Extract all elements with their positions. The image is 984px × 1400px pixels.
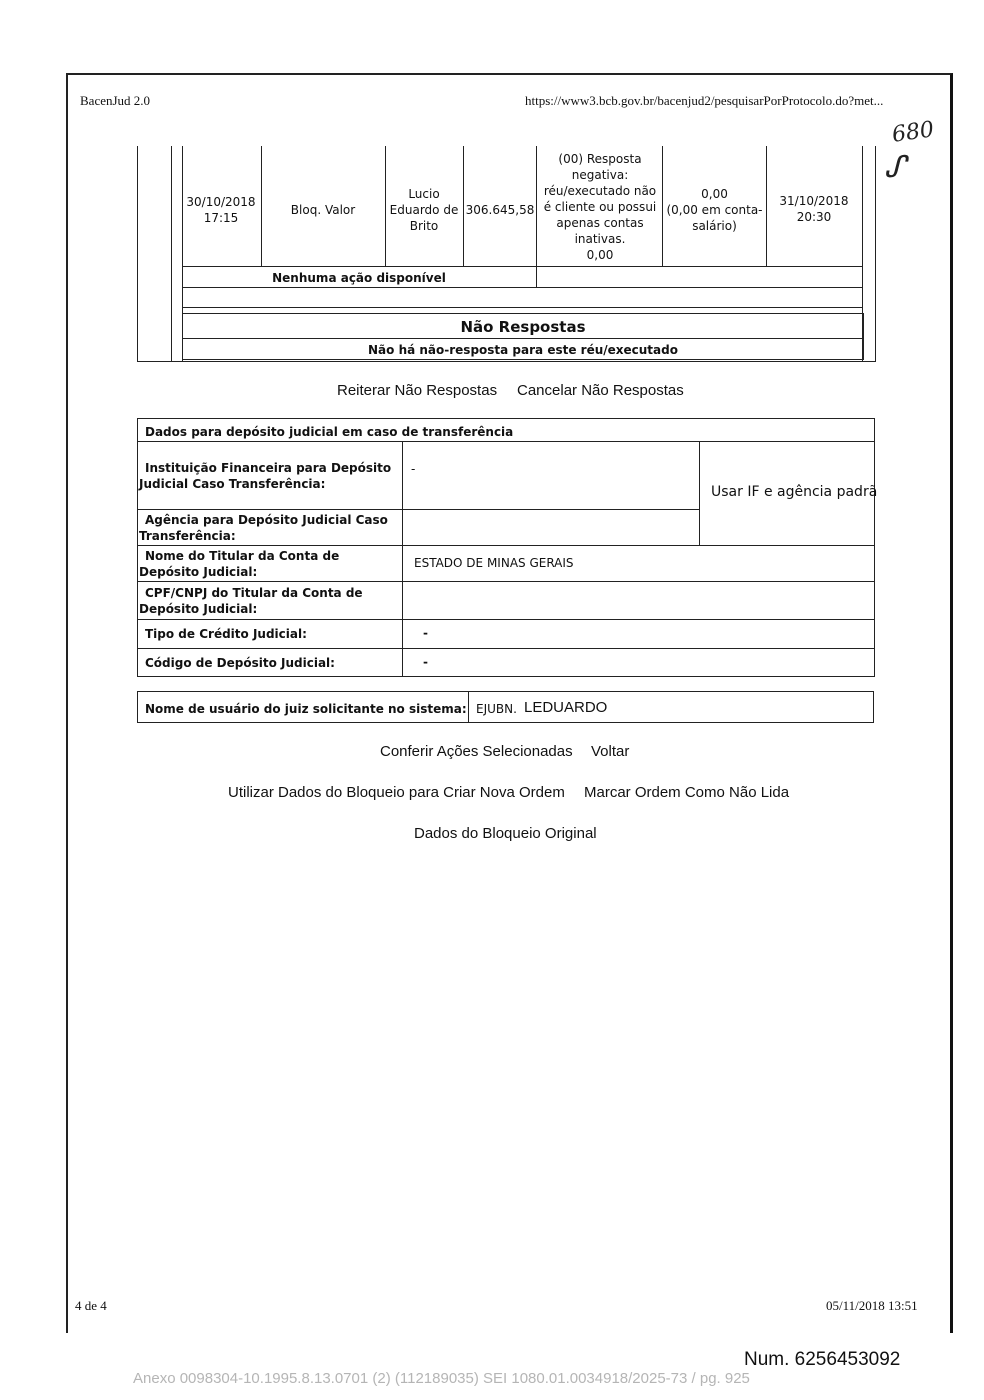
user-label: Nome de usuário do juiz solicitante no sistema: <box>145 702 467 716</box>
marcar-nao-lida-link[interactable]: Marcar Ordem Como Não Lida <box>584 784 790 801</box>
response-time: 20:30 <box>796 210 832 224</box>
response-text-cell <box>537 150 663 264</box>
handwritten-page-number: 680 <box>890 117 936 148</box>
instituicao-value: - <box>411 462 416 476</box>
agencia-label-line1: Agência para Depósito Judicial Caso <box>145 513 388 527</box>
response-line: inativas. <box>574 232 626 246</box>
titular-value: ESTADO DE MINAS GERAIS <box>414 556 574 570</box>
utilizar-dados-link[interactable]: Utilizar Dados do Bloqueio para Criar Nova Ordem <box>228 784 565 801</box>
order-date: 30/10/2018 <box>186 195 256 209</box>
usar-if-agencia-padrao-button[interactable]: Usar IF e agência padrã <box>711 484 878 500</box>
blocked-amount-line: salário) <box>692 219 737 233</box>
order-amount: 306.645,58 <box>465 203 535 217</box>
cancelar-nao-respostas-link[interactable]: Cancelar Não Respostas <box>517 382 684 399</box>
conferir-acoes-link[interactable]: Conferir Ações Selecionadas <box>380 743 573 760</box>
order-time: 17:15 <box>203 211 239 225</box>
response-line: negativa: <box>571 168 629 182</box>
cpf-label-line1: CPF/CNPJ do Titular da Conta de <box>145 586 363 600</box>
judge-name-line: Lucio <box>408 187 440 201</box>
no-actions-note: Nenhuma ação disponível <box>272 271 446 285</box>
deposit-table-title: Dados para depósito judicial em caso de transferência <box>145 425 514 439</box>
reiterar-nao-respostas-link[interactable]: Reiterar Não Respostas <box>337 382 498 399</box>
titular-label-line2: Depósito Judicial: <box>139 565 258 579</box>
response-line: réu/executado não <box>543 184 657 198</box>
user-name: LEDUARDO <box>524 699 608 716</box>
voltar-link[interactable]: Voltar <box>591 743 630 760</box>
order-date-cell <box>182 178 260 242</box>
agencia-label-line2: Transferência: <box>139 529 236 543</box>
browser-page-url: https://www3.bcb.gov.br/bacenjud2/pesquisarPorProtocolo.do?met... <box>525 93 884 108</box>
print-datetime: 05/11/2018 13:51 <box>826 1298 918 1313</box>
judge-name-cell <box>386 178 462 242</box>
document-number: Num. 6256453092 <box>744 1349 901 1370</box>
codigo-deposito-label: Código de Depósito Judicial: <box>145 656 335 670</box>
instituicao-label-line1: Instituição Financeira para Depósito <box>145 461 392 475</box>
response-date: 31/10/2018 <box>779 194 849 208</box>
nao-respostas-title: Não Respostas <box>460 318 586 336</box>
dados-bloqueio-original-link[interactable]: Dados do Bloqueio Original <box>414 825 597 842</box>
response-line: é cliente ou possui <box>543 200 657 214</box>
response-date-cell <box>766 184 862 234</box>
instituicao-label-line2: Judicial Caso Transferência: <box>139 477 326 491</box>
nao-respostas-message: Não há não-resposta para este réu/executado <box>368 343 678 357</box>
response-line: 0,00 <box>586 248 614 262</box>
judge-name-line: Eduardo de <box>389 203 459 217</box>
user-prefix: EJUBN. <box>476 702 517 716</box>
annex-stamp: Anexo 0098304-10.1995.8.13.0701 (2) (112189035) SEI 1080.01.0034918/2025-73 / pg. 925 <box>133 1370 750 1387</box>
judge-name-line: Brito <box>409 219 439 233</box>
cpf-label-line2: Depósito Judicial: <box>139 602 258 616</box>
response-line: (00) Resposta <box>558 152 642 166</box>
blocked-amount-line: (0,00 em conta- <box>666 203 763 217</box>
tipo-credito-label: Tipo de Crédito Judicial: <box>145 627 307 641</box>
page-count: 4 de 4 <box>75 1298 107 1313</box>
handwritten-initial-mark: ᔑ <box>884 150 906 185</box>
response-line: apenas contas <box>556 216 644 230</box>
titular-label-line1: Nome do Titular da Conta de <box>145 549 340 563</box>
tipo-credito-value: - <box>423 626 428 640</box>
browser-page-title: BacenJud 2.0 <box>80 93 151 108</box>
blocked-amount-cell <box>663 178 766 242</box>
blocked-amount-line: 0,00 <box>701 187 728 201</box>
codigo-deposito-value: - <box>423 655 428 669</box>
order-type: Bloq. Valor <box>290 203 356 217</box>
